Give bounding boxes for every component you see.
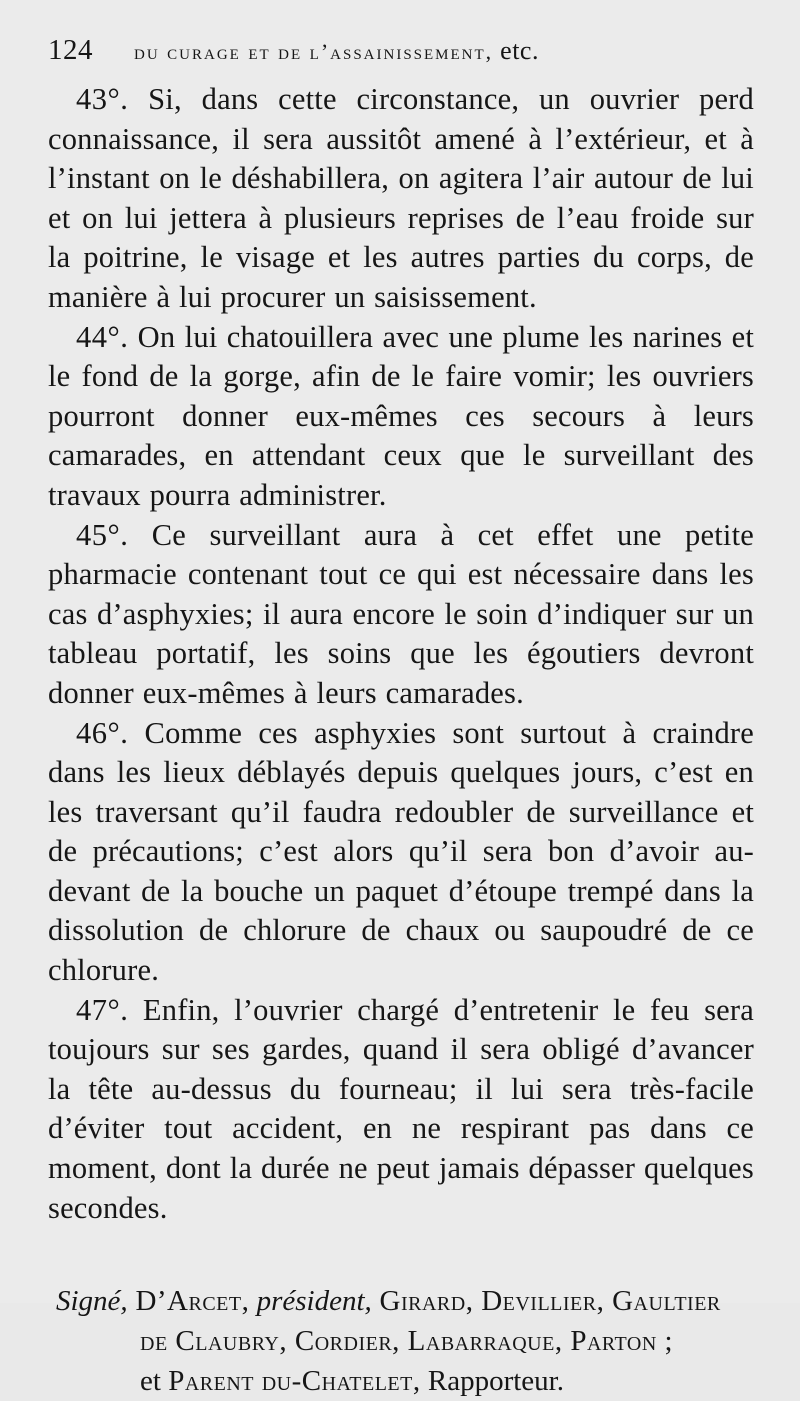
article-text: Si, dans cette circonstance, un ouvrier perd connaissance, il sera aussitôt amené à l’extérieur, et à l’instant on le déshabillera, on agitera l’air autour de lui et on lui jettera à plusieurs reprises de l’eau froide sur la poitrine, le visage et les autres parties du corps, de manière à lui procurer un saisissement. — [48, 82, 754, 314]
page-header — [48, 34, 754, 80]
signatory-rapporteur: Parent du-Chatelet, — [168, 1365, 421, 1398]
signature-line-2: de Claubry, Cordier, Labarraque, Parton ; — [140, 1325, 674, 1358]
article-number: 44°. — [76, 319, 129, 354]
article-number: 46°. — [76, 715, 129, 750]
signe-label: Signé, — [56, 1285, 128, 1318]
signatory-president: D’Arcet, — [127, 1285, 250, 1318]
article-43 — [48, 80, 754, 318]
article-number: 45°. — [76, 517, 129, 552]
article-46 — [48, 714, 754, 991]
article-text: Enfin, l’ouvrier chargé d’entretenir le feu sera toujours sur ses gardes, quand il sera obligé d’avancer la tête au-dessus du fourneau; il lui sera très-facile d’éviter tout accident, en ne respirant pas dans ce moment, dont la durée ne peut jamais dépasser quelques secondes. — [48, 992, 754, 1225]
signature-line-3 — [140, 1361, 754, 1401]
article-number: 47°. — [76, 992, 129, 1027]
signature-line-1 — [56, 1281, 754, 1321]
article-text: Comme ces asphyxies sont surtout à craindre dans les lieux déblayés depuis quelques jours, c’est en les traversant qu’il faudra redoubler de surveillance et de précautions; c’est alors qu’il sera bon d’avoir au-devant de la bouche un paquet d’étoupe trempé dans la dissolution de chlorure de chaux ou saupoudré de ce chlorure. — [48, 715, 754, 988]
running-title-suffix: etc. — [493, 36, 539, 65]
article-47 — [48, 991, 754, 1229]
page-number: 124 — [48, 34, 93, 66]
body-text — [48, 80, 754, 1228]
article-44 — [48, 318, 754, 516]
article-45 — [48, 516, 754, 714]
article-text: On lui chatouillera avec une plume les narines et le fond de la gorge, afin de le faire vomir; les ouvriers pourront donner eux-mêmes ces secours à leurs camarades, en attendant ceux que le surveillant des travaux pourra administrer. — [48, 319, 754, 512]
signature-prefix: et — [140, 1365, 169, 1398]
signature-block — [48, 1281, 754, 1401]
role-rapporteur: Rapporteur. — [420, 1365, 564, 1398]
running-title-text: du curage et de l’assainissement, — [134, 39, 494, 64]
article-text: Ce surveillant aura à cet effet une petite pharmacie contenant tout ce qui est nécessaire dans les cas d’asphyxies; il aura encore le soin d’indiquer sur un tableau portatif, les soins que les égoutiers devront donner eux-mêmes à leurs camarades. — [48, 517, 754, 710]
role-president: président, — [249, 1285, 372, 1318]
signatories-group-1: Girard, Devillier, Gaultier — [371, 1285, 721, 1318]
article-number: 43°. — [76, 82, 129, 116]
running-title — [134, 36, 539, 66]
